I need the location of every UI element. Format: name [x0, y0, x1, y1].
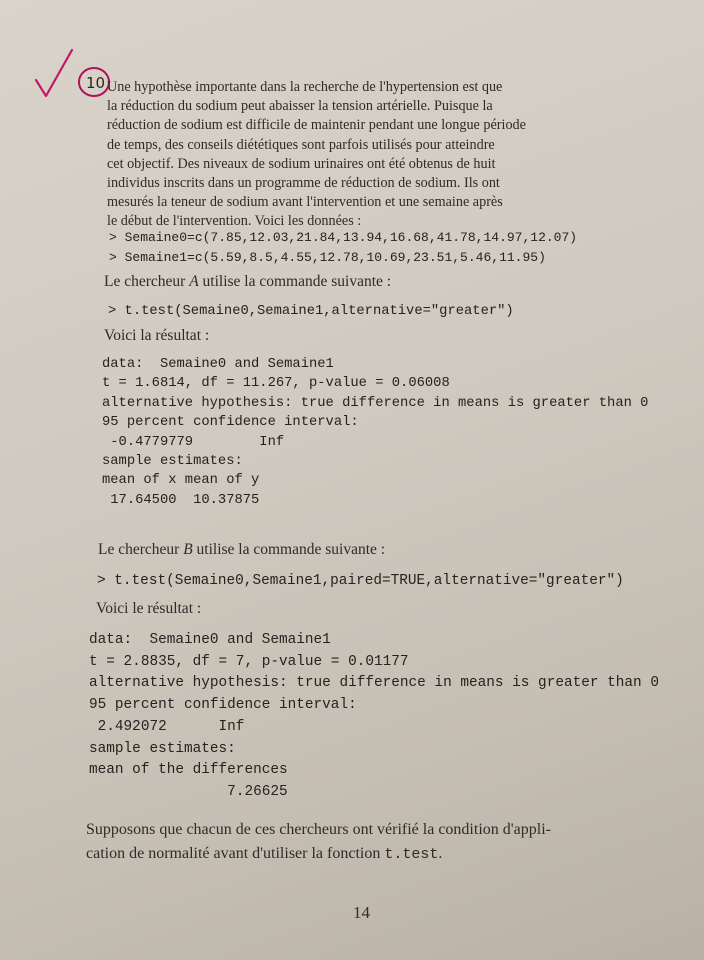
researcher-a-intro: Le chercheur A utilise la commande suivante :: [104, 273, 392, 290]
conclusion-paragraph: Supposons que chacun de ces chercheurs ont vérifié la condition d'appli- cation de normalité avant d'utiliser la fonction t.test.: [86, 821, 551, 863]
researcher-b-result-intro: Voici le résultat :: [96, 600, 202, 617]
researcher-b-intro: Le chercheur B utilise la commande suivante :: [98, 541, 386, 558]
page-number: 14: [353, 903, 370, 922]
researcher-b-command: > t.test(Semaine0,Semaine1,paired=TRUE,alternative="greater"): [97, 573, 624, 589]
question-number: 10: [86, 74, 106, 92]
problem-statement: Une hypothèse importante dans la recherche de l'hypertension est que la réduction du sodium peut abaisser la tension artérielle. Puisque la réduction de sodium est difficile de maintenir pendant une longue période de temps, des conseils diététiques sont parfois utilisés pour atteindre cet objectif. Des niveaux de sodium urinaires ont été obtenus de huit individus inscrits dans un programme de réduction de sodium. Ils ont mesurés la teneur de sodium avant l'intervention et une semaine après le début de l'intervention. Voici les données :: [107, 79, 526, 230]
researcher-a-result-intro: Voici la résultat :: [104, 327, 210, 344]
researcher-b-output: data: Semaine0 and Semaine1 t = 2.8835, df = 7, p-value = 0.01177 alternative hypothesis: true difference in means is greater than 0 95 percent confidence interval: 2.492072 Inf sample estimates: mean of the differences 7.26625: [89, 632, 659, 800]
researcher-a-output: data: Semaine0 and Semaine1 t = 1.6814, df = 11.267, p-value = 0.06008 alternative hypothesis: true difference in means is greater than 0 95 percent confidence interval: -0.4779779 Inf sample estimates: mean of x mean of y 17.64500 10.37875: [102, 357, 649, 508]
researcher-a-command: > t.test(Semaine0,Semaine1,alternative="greater"): [108, 304, 514, 319]
data-definition-code: > Semaine0=c(7.85,12.03,21.84,13.94,16.68,41.78,14.97,12.07) > Semaine1=c(5.59,8.5,4.55,12.78,10.69,23.51,5.46,11.95): [109, 230, 578, 265]
